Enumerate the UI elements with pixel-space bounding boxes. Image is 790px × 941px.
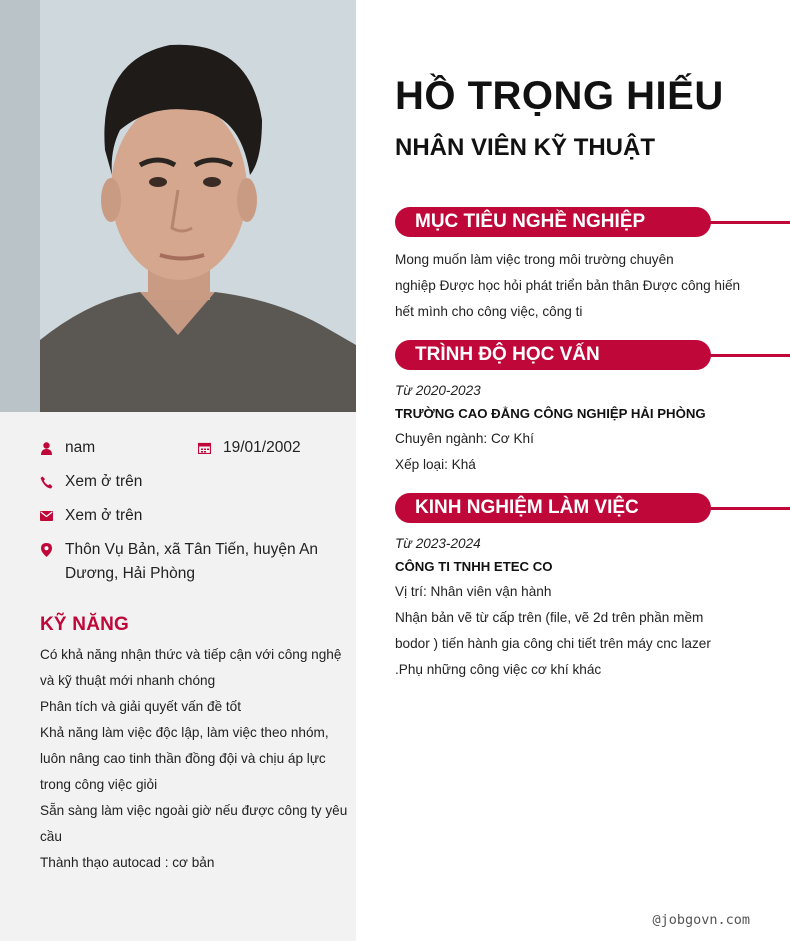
objective-line: nghiệp Được học hỏi phát triển bản thân Được công hiến bbox=[395, 278, 741, 293]
experience-desc-line: Nhận bản vẽ từ cấp trên (file, vẽ 2d trên phần mềm bbox=[395, 610, 704, 625]
skill-line: Khả năng làm việc độc lập, làm việc theo nhóm, bbox=[40, 725, 329, 740]
gender-value: nam bbox=[65, 439, 96, 456]
footer-watermark: @jobgovn.com bbox=[652, 912, 750, 928]
phone-icon bbox=[40, 470, 53, 494]
candidate-name: HỒ TRỌNG HIẾU bbox=[395, 74, 724, 118]
experience-company: CÔNG TI TNHH ETEC CO bbox=[395, 559, 553, 574]
mail-icon bbox=[40, 504, 53, 528]
job-title: NHÂN VIÊN KỸ THUẬT bbox=[395, 134, 656, 161]
skill-line: và kỹ thuật mới nhanh chóng bbox=[40, 673, 216, 688]
education-period: Từ 2020-2023 bbox=[395, 383, 481, 398]
education-rank: Xếp loại: Khá bbox=[395, 457, 476, 472]
skills-list bbox=[40, 642, 352, 876]
skill-line: Phân tích và giải quyết vấn đề tốt bbox=[40, 699, 242, 714]
skill-line: Thành thạo autocad : cơ bản bbox=[40, 855, 215, 870]
objective-text bbox=[395, 247, 751, 325]
skill-line: cầu bbox=[40, 829, 62, 844]
address-value bbox=[65, 538, 318, 586]
education-major: Chuyên ngành: Cơ Khí bbox=[395, 431, 534, 446]
main-content bbox=[356, 0, 790, 941]
experience-desc-line: .Phụ những công việc cơ khí khác bbox=[395, 662, 602, 677]
education-heading: TRÌNH ĐỘ HỌC VẤN bbox=[415, 344, 600, 365]
objective-line: Mong muốn làm việc trong môi trường chuyên bbox=[395, 252, 674, 267]
address-line-2: Dương, Hải Phòng bbox=[65, 565, 195, 582]
contact-phone bbox=[40, 470, 142, 494]
address-line-1: Thôn Vụ Bản, xã Tân Tiến, huyện An bbox=[65, 541, 319, 558]
birthday-value: 19/01/2002 bbox=[223, 439, 301, 456]
skill-line: trong công việc giỏi bbox=[40, 777, 158, 792]
email-value: Xem ở trên bbox=[65, 507, 143, 524]
contact-birthday bbox=[198, 436, 301, 460]
skill-line: Sẵn sàng làm việc ngoài giờ nếu được công ty yêu bbox=[40, 803, 348, 818]
profile-photo bbox=[0, 0, 356, 412]
contact-gender bbox=[40, 436, 95, 460]
location-pin-icon bbox=[40, 538, 53, 562]
experience-period: Từ 2023-2024 bbox=[395, 536, 481, 551]
contact-email bbox=[40, 504, 142, 528]
left-sidebar bbox=[0, 0, 356, 941]
experience-description bbox=[395, 605, 750, 683]
calendar-icon bbox=[198, 436, 211, 460]
objective-line: hết mình cho công việc, công ti bbox=[395, 304, 583, 319]
objective-section-header bbox=[395, 207, 790, 237]
skill-line: Có khả năng nhận thức và tiếp cận với công nghệ bbox=[40, 647, 342, 662]
objective-heading: MỤC TIÊU NGHỀ NGHIỆP bbox=[415, 211, 646, 232]
skill-line: luôn nâng cao tinh thần đồng đội và chịu áp lực bbox=[40, 751, 326, 766]
experience-position: Vị trí: Nhân viên vận hành bbox=[395, 584, 552, 599]
user-icon bbox=[40, 436, 53, 460]
experience-section-header bbox=[395, 493, 790, 523]
skills-heading: KỸ NĂNG bbox=[40, 614, 130, 635]
experience-desc-line: bodor ) tiến hành gia công chi tiết trên máy cnc lazer bbox=[395, 636, 711, 651]
experience-heading: KINH NGHIỆM LÀM VIỆC bbox=[415, 497, 639, 518]
contact-address bbox=[40, 538, 318, 586]
phone-value: Xem ở trên bbox=[65, 473, 143, 490]
education-school: TRƯỜNG CAO ĐẲNG CÔNG NGHIỆP HẢI PHÒNG bbox=[395, 406, 706, 421]
education-section-header bbox=[395, 340, 790, 370]
